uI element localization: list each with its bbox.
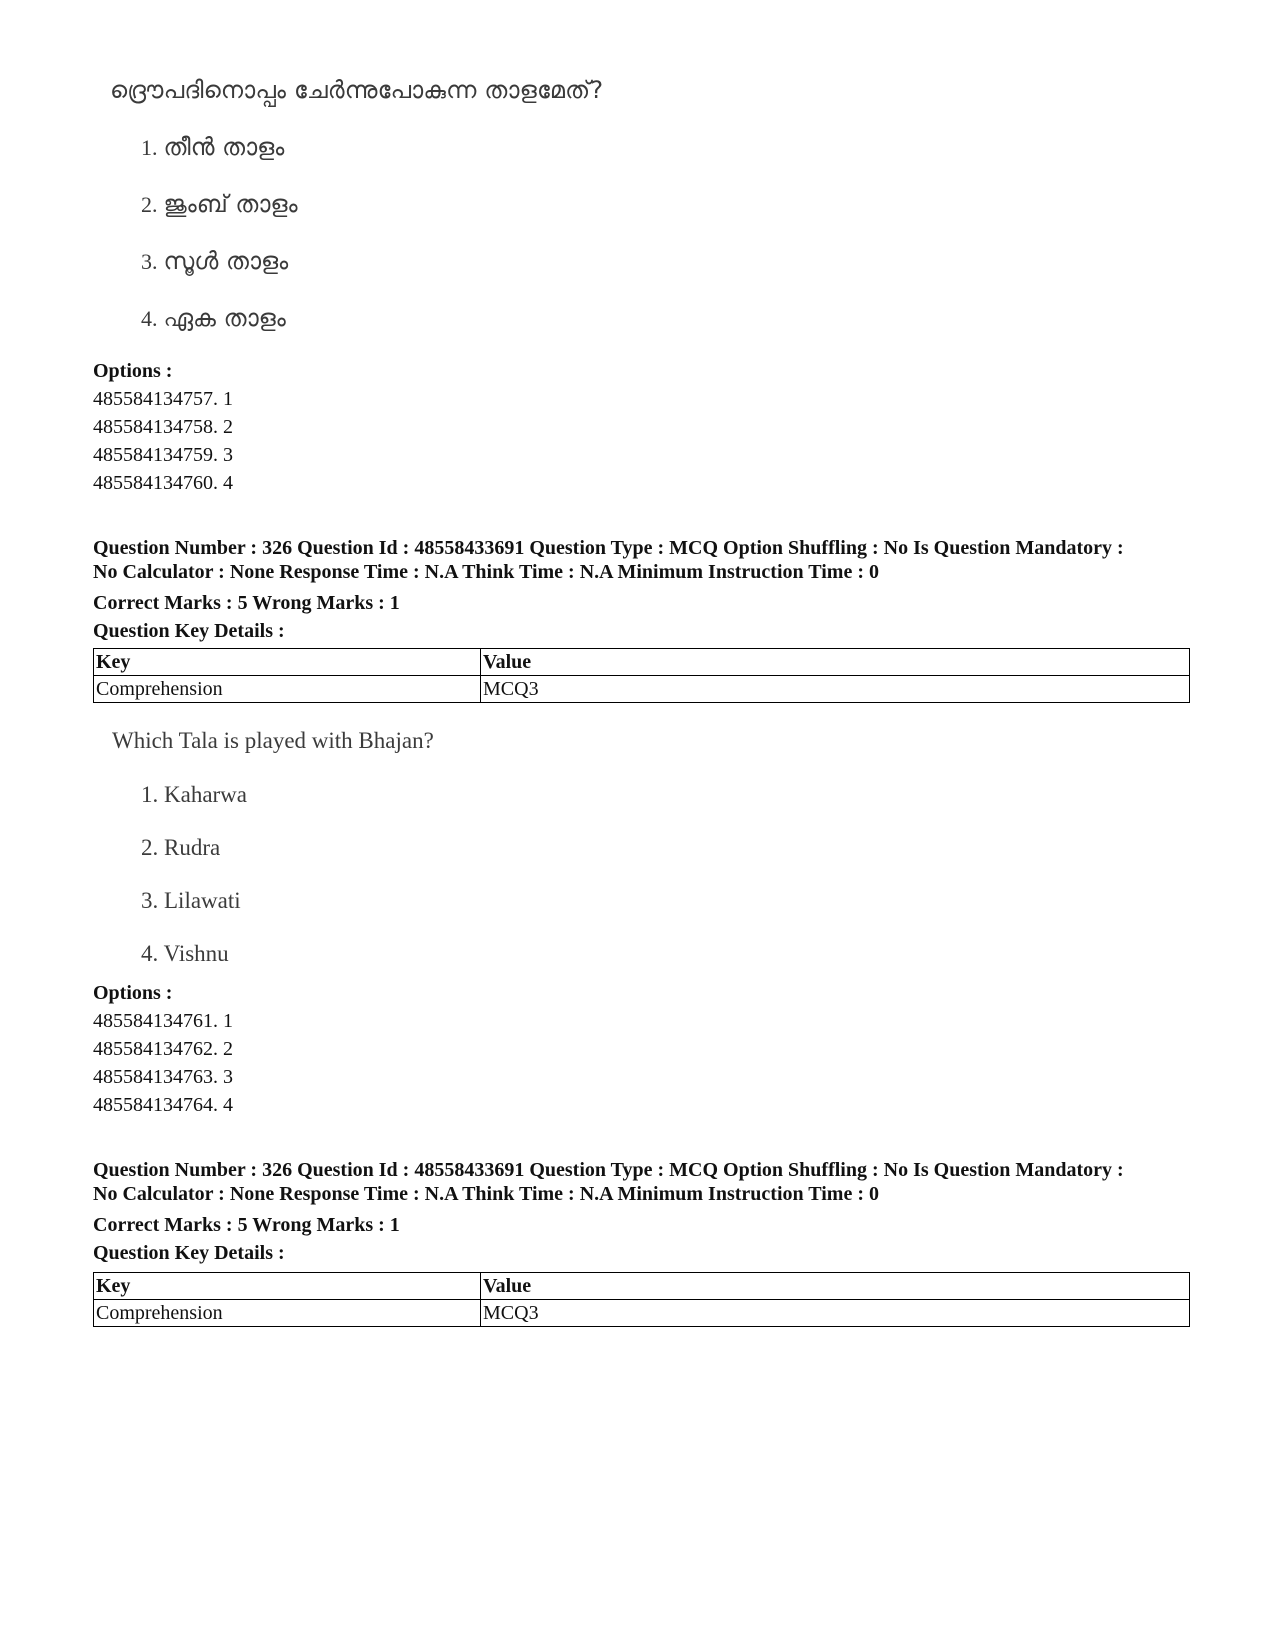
choice-number: 3. [141, 249, 158, 274]
choice-number: 2. [141, 192, 158, 217]
choice-number: 4. [141, 941, 159, 966]
choice-item [141, 190, 298, 218]
option-id-line: 485584134757. 1 [93, 388, 233, 410]
choice-item [141, 133, 284, 161]
option-id-line: 485584134763. 3 [93, 1066, 233, 1088]
table-header-cell: Value [481, 649, 1190, 676]
question-meta [93, 536, 1203, 584]
question-stem-malayalam: ദ്രൌപദിനൊപ്പം ചേർന്നുപോകുന്ന താളമേത്? [110, 76, 604, 104]
choice-item [141, 782, 247, 808]
key-details-label: Question Key Details : [93, 620, 285, 642]
choice-text: ഏക താളം [163, 304, 286, 332]
question-key-table [93, 648, 1190, 703]
choice-text: Kaharwa [164, 782, 248, 807]
choice-item [141, 888, 241, 914]
table-cell: MCQ3 [481, 676, 1190, 703]
options-label: Options : [93, 360, 173, 382]
table-row [94, 1300, 1190, 1327]
table-row [94, 676, 1190, 703]
table-header-cell: Value [481, 1273, 1190, 1300]
choice-text: Lilawati [164, 888, 241, 913]
table-cell: Comprehension [94, 1300, 481, 1327]
choice-text: ജുംബ് താളം [163, 190, 298, 218]
question-key-table [93, 1272, 1190, 1327]
choice-item [141, 941, 229, 967]
key-details-label: Question Key Details : [93, 1242, 285, 1264]
choice-text: Rudra [164, 835, 221, 860]
choice-number: 4. [141, 306, 158, 331]
question-meta-line: No Calculator : None Response Time : N.A Think Time : N.A Minimum Instruction Time : 0 [93, 1183, 879, 1205]
choice-number: 3. [141, 888, 159, 913]
choice-number: 1. [141, 135, 158, 160]
question-meta [93, 1158, 1203, 1206]
options-label: Options : [93, 982, 173, 1004]
marks-line: Correct Marks : 5 Wrong Marks : 1 [93, 1214, 400, 1236]
option-id-line: 485584134758. 2 [93, 416, 233, 438]
choice-item [141, 304, 286, 332]
table-header-row [94, 649, 1190, 676]
option-id-line: 485584134760. 4 [93, 472, 233, 494]
question-meta-line: Question Number : 326 Question Id : 48558433691 Question Type : MCQ Option Shuffling : No Is Question Mandatory : [93, 537, 1124, 559]
choice-number: 2. [141, 835, 159, 860]
option-id-line: 485584134761. 1 [93, 1010, 233, 1032]
choice-item [141, 247, 288, 275]
question-meta-line: Question Number : 326 Question Id : 48558433691 Question Type : MCQ Option Shuffling : No Is Question Mandatory : [93, 1159, 1124, 1181]
choice-text: തീൻ താളം [163, 133, 285, 161]
choice-item [141, 835, 220, 861]
table-header-cell: Key [94, 1273, 481, 1300]
question-stem-english: Which Tala is played with Bhajan? [112, 728, 434, 753]
option-id-line: 485584134762. 2 [93, 1038, 233, 1060]
choice-text: Vishnu [163, 941, 229, 966]
table-header-cell: Key [94, 649, 481, 676]
choice-number: 1. [141, 782, 159, 807]
choice-text: സൂൾ താളം [163, 247, 289, 275]
table-cell: MCQ3 [481, 1300, 1190, 1327]
question-meta-line: No Calculator : None Response Time : N.A Think Time : N.A Minimum Instruction Time : 0 [93, 561, 879, 583]
table-header-row [94, 1273, 1190, 1300]
marks-line: Correct Marks : 5 Wrong Marks : 1 [93, 592, 400, 614]
table-cell: Comprehension [94, 676, 481, 703]
option-id-line: 485584134764. 4 [93, 1094, 233, 1116]
option-id-line: 485584134759. 3 [93, 444, 233, 466]
